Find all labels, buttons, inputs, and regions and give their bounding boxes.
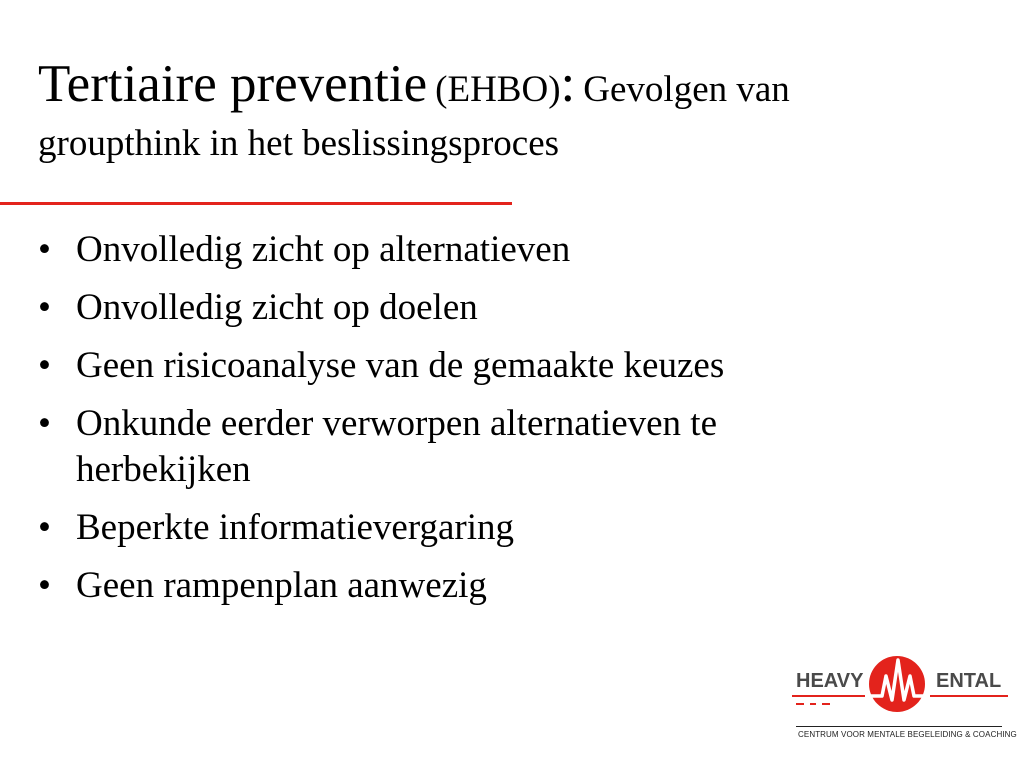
bullet-text: Onvolledig zicht op doelen [76,287,478,328]
title-line-2: groupthink in het beslissingsproces [38,123,560,164]
list-item [38,401,978,493]
title-line-1 [38,55,998,113]
bullet-text: Geen risicoanalyse van de gemaakte keuzes [76,345,725,386]
logo-word-left: HEAVY [796,670,864,692]
list-item [38,563,978,609]
list-item [38,285,978,331]
bullet-text: Onkunde eerder verworpen alternatieven te herbekijken [76,403,718,490]
bullet-marker: • [38,287,51,328]
bullet-text: Onvolledig zicht op alternatieven [76,229,571,270]
bullet-marker: • [38,565,51,606]
bullet-text: Beperkte informatievergaring [76,507,515,548]
logo-word-right: ENTAL [936,670,1002,692]
logo-subtitle-rule [796,726,1002,727]
logo-subtitle: CENTRUM VOOR MENTALE BEGELEIDING & COACHING [798,730,1017,739]
company-logo [790,646,1017,746]
bullet-list [38,227,978,621]
list-item [38,343,978,389]
title-divider [0,202,512,205]
bullet-marker: • [38,507,51,548]
bullet-marker: • [38,403,51,444]
slide-title [38,55,998,164]
list-item [38,505,978,551]
bullet-marker: • [38,345,51,386]
title-main: Tertiaire preventie [38,55,428,113]
list-item [38,227,978,273]
title-abbreviation: (EHBO) [435,69,561,110]
title-colon: : [560,55,576,113]
title-subtitle-start: Gevolgen van [583,69,790,110]
bullet-marker: • [38,229,51,270]
bullet-text: Geen rampenplan aanwezig [76,565,487,606]
